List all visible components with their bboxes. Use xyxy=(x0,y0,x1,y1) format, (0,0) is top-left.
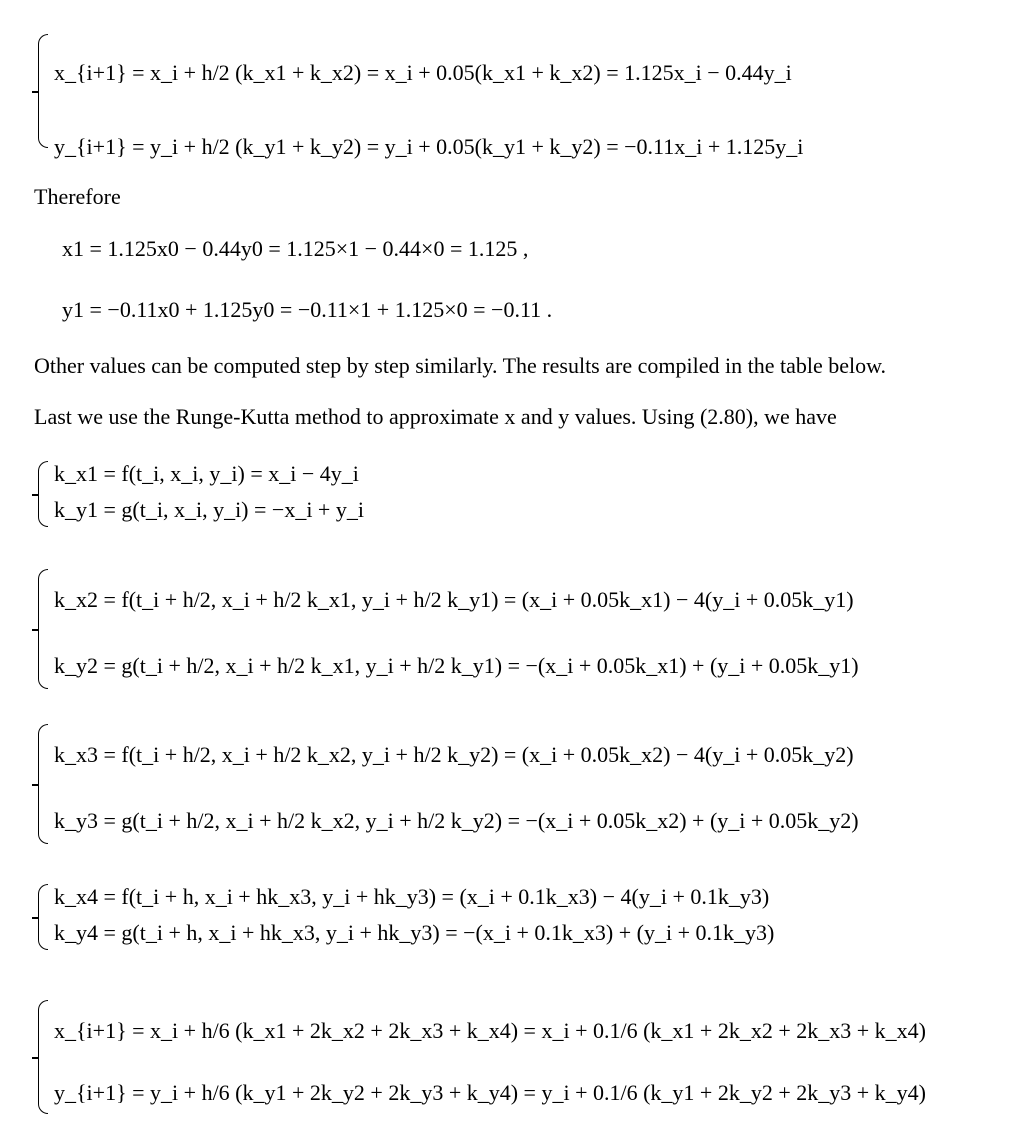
equation-kx2: k_x2 = f(t_i + h/2, x_i + h/2 k_x1, y_i + h/2 k_y1) = (x_i + 0.05k_x1) − 4(y_i + 0.05k_y1) xyxy=(54,587,854,612)
equation-system-k1 xyxy=(0,455,1020,535)
left-brace xyxy=(38,724,48,844)
left-brace xyxy=(38,569,48,689)
equation-system-k2 xyxy=(0,565,1020,695)
equation-x1: x1 = 1.125x0 − 0.44y0 = 1.125×1 − 0.44×0 = 1.125 , xyxy=(62,236,529,261)
equation-y-update: y_{i+1} = y_i + h/2 (k_y1 + k_y2) = y_i + 0.05(k_y1 + k_y2) = −0.11x_i + 1.125y_i xyxy=(54,134,804,159)
text-therefore: Therefore xyxy=(34,184,121,209)
left-brace xyxy=(38,461,48,527)
equation-ky1: k_y1 = g(t_i, x_i, y_i) = −x_i + y_i xyxy=(54,497,364,522)
paragraph-runge-kutta: Last we use the Runge-Kutta method to approximate x and y values. Using (2.80), we have xyxy=(34,404,837,429)
equation-ky2: k_y2 = g(t_i + h/2, x_i + h/2 k_x1, y_i + h/2 k_y1) = −(x_i + 0.05k_x1) + (y_i + 0.05k_y1) xyxy=(54,653,859,678)
equation-kx1: k_x1 = f(t_i, x_i, y_i) = x_i − 4y_i xyxy=(54,461,359,486)
equation-kx4: k_x4 = f(t_i + h, x_i + hk_x3, y_i + hk_y3) = (x_i + 0.1k_x3) − 4(y_i + 0.1k_y3) xyxy=(54,884,770,909)
equation-x-final: x_{i+1} = x_i + h/6 (k_x1 + 2k_x2 + 2k_x3 + k_x4) = x_i + 0.1/6 (k_x1 + 2k_x2 + 2k_x3 + k_x4) xyxy=(54,1018,926,1043)
equation-system-k3 xyxy=(0,720,1020,850)
equation-ky4: k_y4 = g(t_i + h, x_i + hk_x3, y_i + hk_y3) = −(x_i + 0.1k_x3) + (y_i + 0.1k_y3) xyxy=(54,920,775,945)
left-brace xyxy=(38,34,48,148)
left-brace xyxy=(38,1000,48,1114)
equation-x-update: x_{i+1} = x_i + h/2 (k_x1 + k_x2) = x_i + 0.05(k_x1 + k_x2) = 1.125x_i − 0.44y_i xyxy=(54,60,792,85)
equation-system-k4 xyxy=(0,878,1020,958)
equation-y-final: y_{i+1} = y_i + h/6 (k_y1 + 2k_y2 + 2k_y3 + k_y4) = y_i + 0.1/6 (k_y1 + 2k_y2 + 2k_y3 + k_y4) xyxy=(54,1080,926,1105)
equation-kx3: k_x3 = f(t_i + h/2, x_i + h/2 k_x2, y_i + h/2 k_y2) = (x_i + 0.05k_x2) − 4(y_i + 0.05k_y2) xyxy=(54,742,854,767)
equation-system-update xyxy=(0,22,1020,162)
paragraph-other-values: Other values can be computed step by step similarly. The results are compiled in the table below. xyxy=(34,353,887,378)
equation-system-final xyxy=(0,990,1020,1120)
equation-ky3: k_y3 = g(t_i + h/2, x_i + h/2 k_x2, y_i + h/2 k_y2) = −(x_i + 0.05k_x2) + (y_i + 0.05k_y2) xyxy=(54,808,859,833)
left-brace xyxy=(38,884,48,950)
equation-y1: y1 = −0.11x0 + 1.125y0 = −0.11×1 + 1.125×0 = −0.11 . xyxy=(62,297,553,322)
